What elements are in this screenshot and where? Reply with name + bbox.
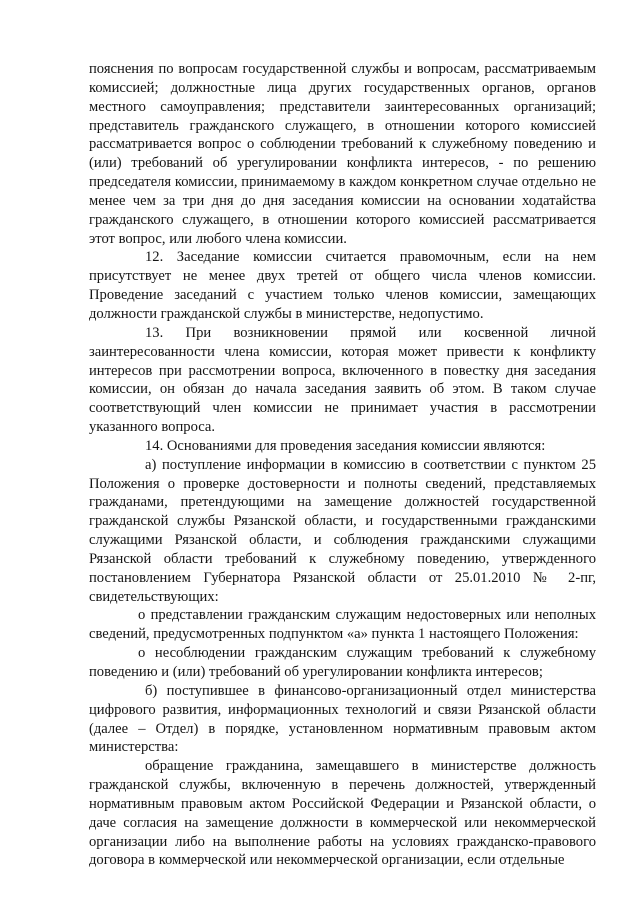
document-page — [89, 60, 596, 870]
paragraph-continuation: пояснения по вопросам государственной службы и вопросам, рассматриваемым комиссией; должностные лица других государственных органов, органов местного самоуправления; представители заинтересованных организаций; представитель гражданского служащего, в отношении которого комиссией рассматривается вопрос о соблюдении требований к служебному поведению и (или) требований об урегулировании конфликта интересов, - по решению председателя комиссии, принимаемому в каждом конкретном случае отдельно не менее чем за три дня до дня заседания комиссии на основании ходатайства гражданского служащего, в отношении которого комиссией рассматривается этот вопрос, или любого члена комиссии. — [89, 61, 596, 247]
paragraph-subitem-a: а) поступление информации в комиссию в соответствии с пунктом 25 Положения о проверке достоверности и полноты сведений, представляемых гражданами, претендующими на замещение должностей государственной гражданской службы Рязанской области, и государственными гражданскими служащими Рязанской области, и соблюдения гражданскими служащими Рязанской области требований к служебному поведению, утвержденного постановлением Губернатора Рязанской области от 25.01.2010 № 2-пг, свидетельствующих: — [89, 456, 596, 605]
paragraph-bullet-2: о несоблюдении гражданским служащим требований к служебному поведению и (или) требований об урегулировании конфликта интересов; — [89, 645, 596, 680]
paragraph-item-13: 13. При возникновении прямой или косвенной личной заинтересованности члена комиссии, которая может привести к конфликту интересов при рассмотрении вопроса, включенного в повестку дня заседания комиссии, он обязан до начала заседания заявить об этом. В таком случае соответствующий член комиссии не принимает участия в рассмотрении указанного вопроса. — [89, 324, 596, 436]
paragraph-subitem-b: б) поступившее в финансово-организационный отдел министерства цифрового развития, информационных технологий и связи Рязанской области (далее – Отдел) в порядке, установленном нормативным правовым актом министерства: — [89, 682, 596, 756]
paragraph-appeal: обращение гражданина, замещавшего в министерстве должность гражданской службы, включенную в перечень должностей, утвержденный нормативным правовым актом Российской Федерации и Рязанской области, о даче согласия на замещение должности в коммерческой или некоммерческой организации либо на выполнение работы на условиях гражданско-правового договора в коммерческой или некоммерческой организации, если отдельные — [89, 758, 596, 869]
paragraph-item-12: 12. Заседание комиссии считается правомочным, если на нем присутствует не менее двух третей от общего числа членов комиссии. Проведение заседаний с участием только членов комиссии, замещающих должности гражданской службы в министерстве, недопустимо. — [89, 249, 596, 322]
paragraph-item-14: 14. Основаниями для проведения заседания комиссии являются: — [145, 437, 546, 454]
paragraph-bullet-1: о представлении гражданским служащим недостоверных или неполных сведений, предусмотренных подпунктом «а» пункта 1 настоящего Положения: — [89, 607, 596, 643]
